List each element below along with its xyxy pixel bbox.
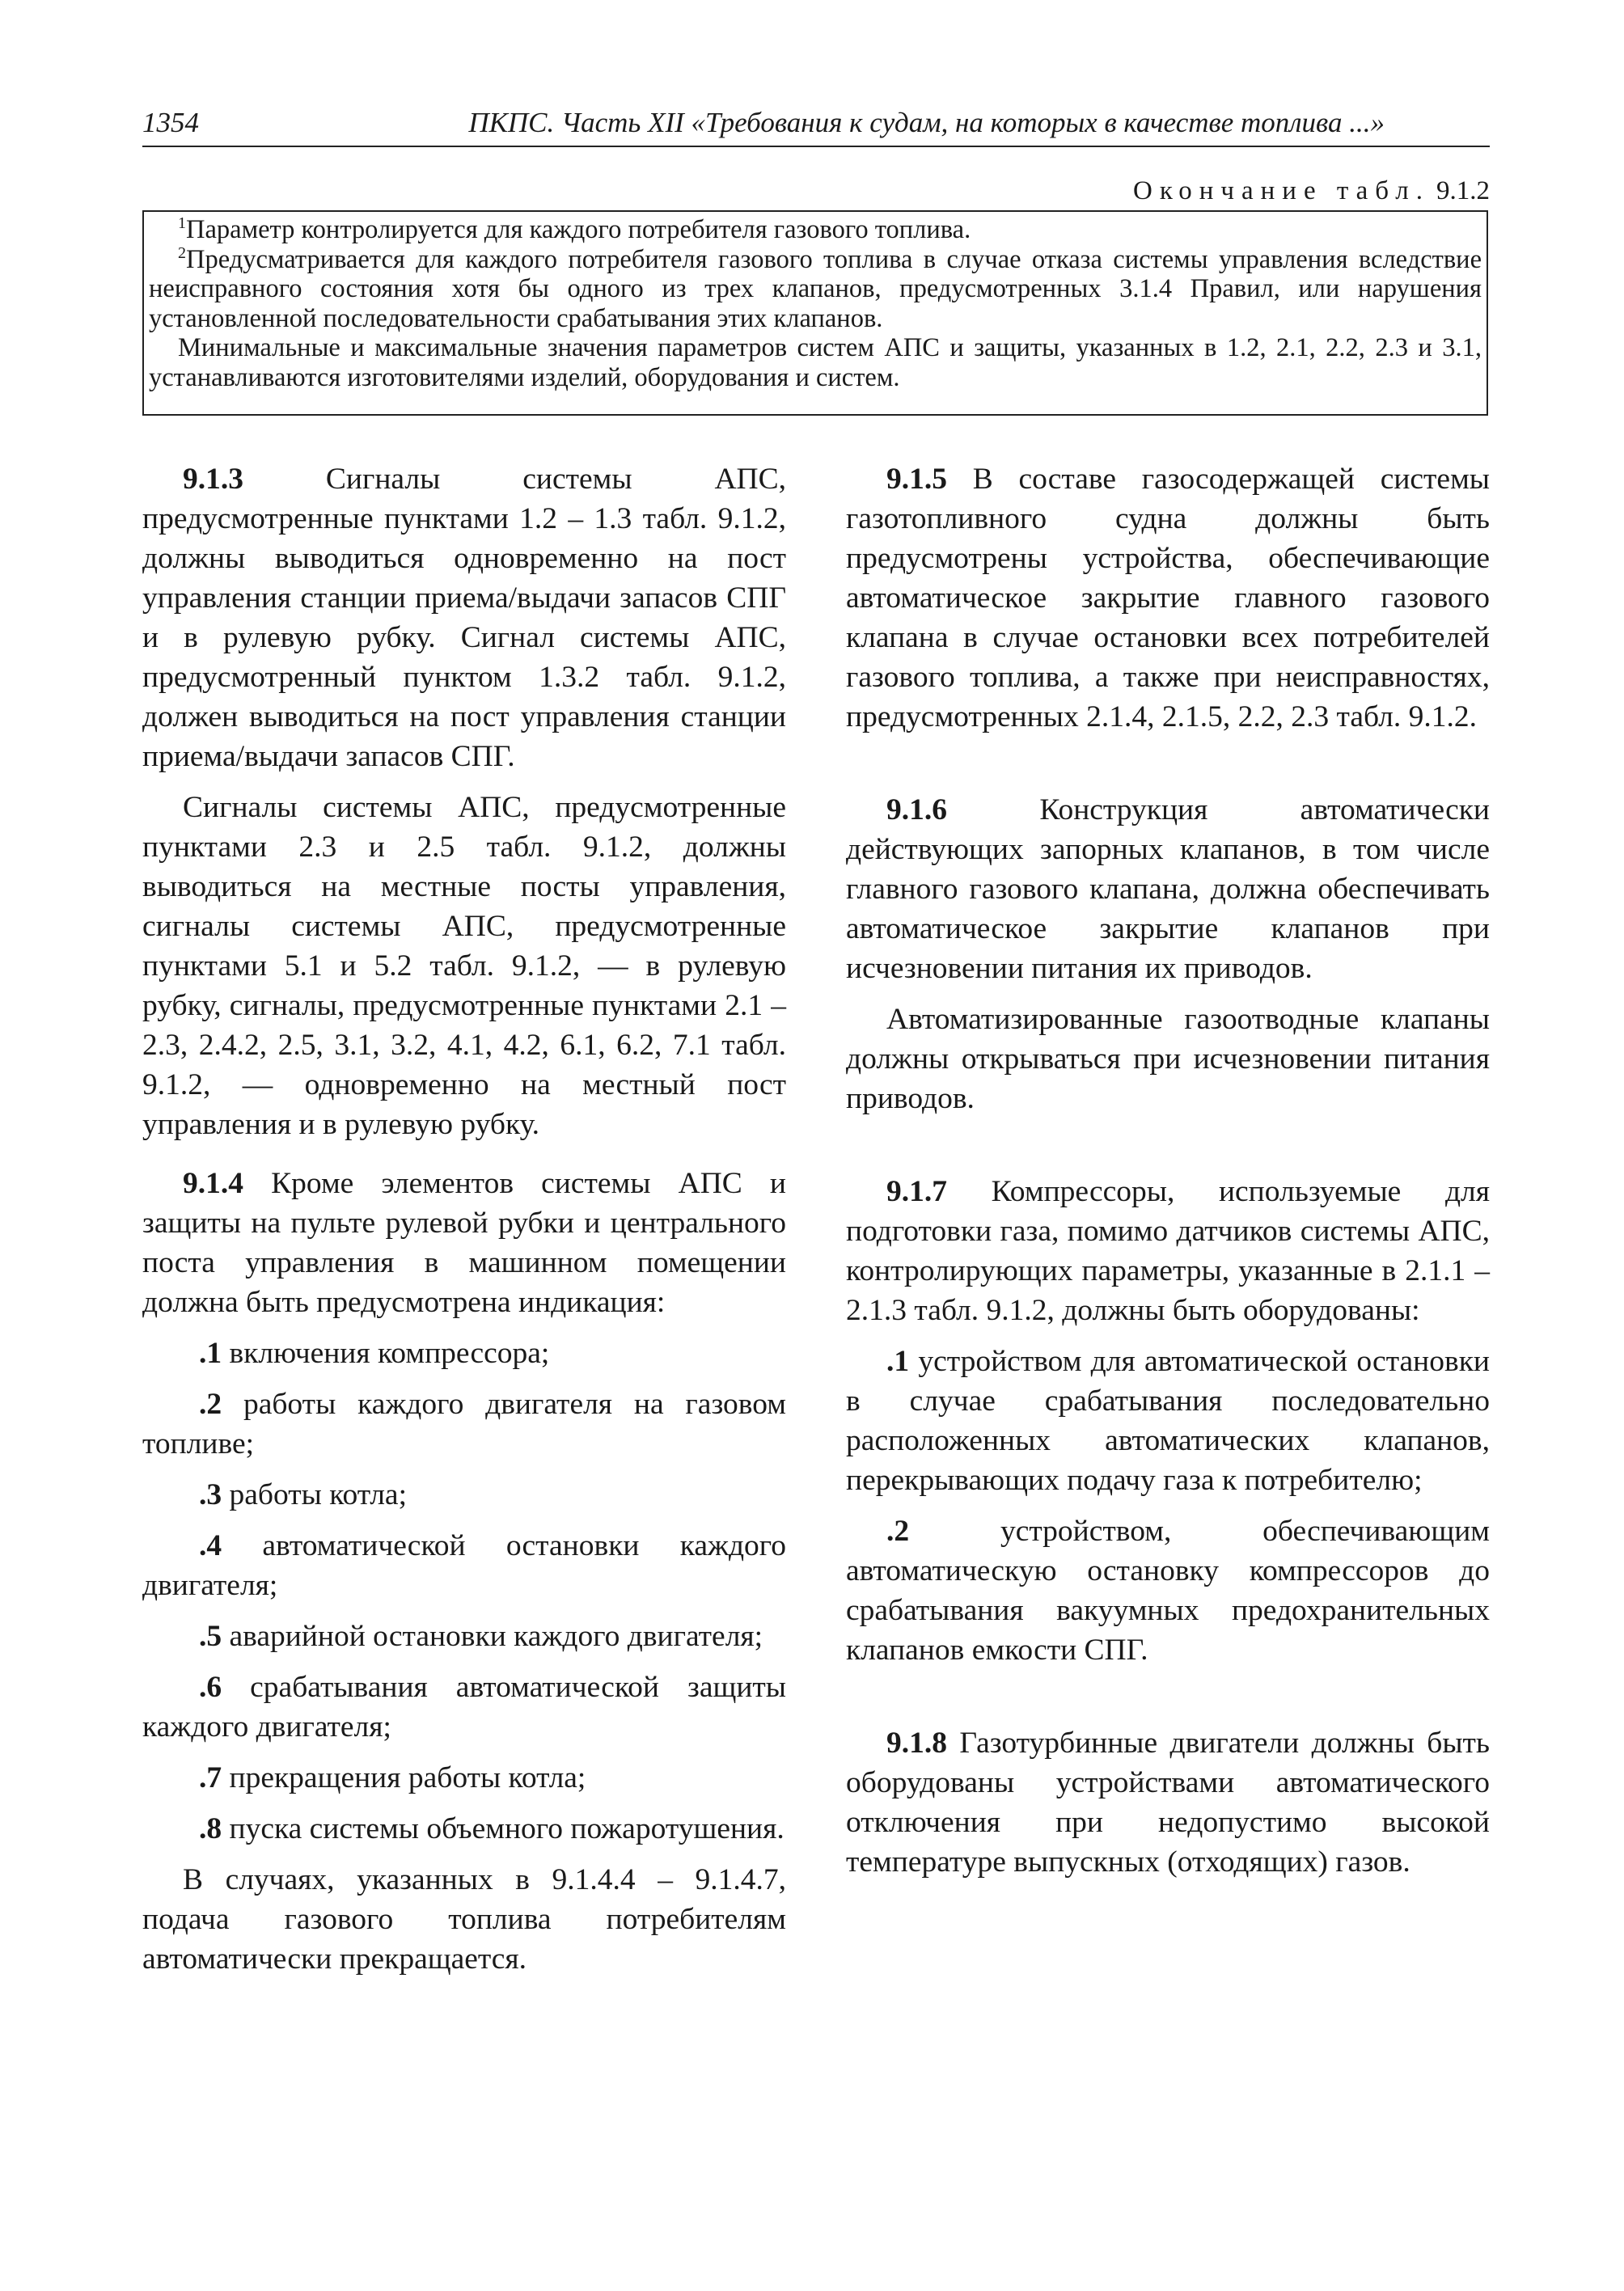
section-text: Кроме элементов системы АПС и защиты на пульте рулевой рубки и центрального поста управления в машинном помещении должна быть предусмотрена индикация:: [142, 1167, 786, 1319]
section-9-1-5: [846, 459, 1490, 737]
list-item-number: .6: [199, 1671, 222, 1704]
list-item-text: работы каждого двигателя на газовом топливе;: [142, 1388, 786, 1460]
list-item-text: устройством для автоматической остановки в случае срабатывания последовательно расположенных автоматических клапанов, перекрывающих подачу газа к потребителю;: [846, 1345, 1490, 1497]
section-text: Газотурбинные двигатели должны быть оборудованы устройствами автоматического отключения при недопустимо высокой температуре выпускных (отходящих) газов.: [846, 1727, 1491, 1879]
table-continuation-label: Окончание табл.: [1133, 176, 1430, 205]
list-item-text: пуска системы объемного пожаротушения.: [229, 1812, 785, 1845]
footnote-1: [149, 215, 1482, 245]
list-item-number: .2: [886, 1515, 910, 1548]
table-continuation-caption: [1133, 175, 1490, 207]
section-text: Компрессоры, используемые для подготовки газа, помимо датчиков системы АПС, контролирующих параметры, указанные в 2.1.1 – 2.1.3 табл. 9.1.2, должны быть оборудованы:: [846, 1175, 1491, 1327]
section-text: В составе газосодержащей системы газотопливного судна должны быть предусмотрены устройства, обеспечивающие автоматическое закрытие главного газового клапана в случае остановки всех потребителей газового топлива, а также при неисправностях, предусмотренных 2.1.4, 2.1.5, 2.2, 2.3 табл. 9.1.2.: [846, 463, 1491, 733]
section-text: Конструкция автоматически действующих запорных клапанов, в том числе главного газового клапана, должна обеспечивать автоматическое закрытие клапанов при исчезновении питания их приводов.: [846, 793, 1490, 985]
list-item-text: автоматической остановки каждого двигателя;: [142, 1529, 786, 1602]
section-number: 9.1.4: [183, 1167, 243, 1200]
left-column: [142, 459, 786, 1979]
section-9-1-6: [846, 790, 1490, 988]
running-header: [142, 104, 1490, 147]
footnote-3: Минимальные и максимальные значения параметров систем АПС и защиты, указанных в 1.2, 2.1, 2.2, 2.3 и 3.1, устанавливаются изготовителями изделий, оборудования и систем.: [149, 333, 1482, 392]
list-item: [142, 1384, 786, 1464]
list-item-number: .2: [199, 1388, 222, 1421]
list-item-number: .4: [199, 1529, 222, 1562]
list-item-text: прекращения работы котла;: [229, 1761, 586, 1794]
list-item: [142, 1334, 786, 1373]
list-item-text: устройством, обеспечивающим автоматическую остановку компрессоров до срабатывания вакуумных предохранительных клапанов емкости СПГ.: [846, 1515, 1490, 1667]
list-item: [142, 1475, 786, 1515]
list-item: [846, 1511, 1490, 1670]
section-9-1-7: [846, 1172, 1490, 1330]
list-item-text: работы котла;: [229, 1478, 407, 1511]
list-item-number: .7: [199, 1761, 222, 1794]
section-number: 9.1.7: [886, 1175, 947, 1208]
list-item-text: аварийной остановки каждого двигателя;: [229, 1620, 763, 1653]
list-item-number: .8: [199, 1812, 222, 1845]
footnote-2-mark: 2: [178, 243, 186, 262]
list-item-text: срабатывания автоматической защиты каждого двигателя;: [142, 1671, 786, 1744]
list-item: [142, 1526, 786, 1605]
list-item: [846, 1342, 1490, 1500]
list-item-number: .1: [886, 1345, 910, 1378]
list-item-number: .3: [199, 1478, 222, 1511]
section-number: 9.1.8: [886, 1727, 947, 1760]
footnote-2: [149, 245, 1482, 334]
section-text: Сигналы системы АПС, предусмотренные пунктами 1.2 – 1.3 табл. 9.1.2, должны выводиться одновременно на пост управления станции приема/выдачи запасов СПГ и в рулевую рубку. Сигнал системы АПС, предусмотренный пунктом 1.3.2 табл. 9.1.2, должен выводиться на пост управления станции приема/выдачи запасов СПГ.: [142, 463, 786, 773]
footnote-1-mark: 1: [178, 214, 186, 232]
table-footnotes-box: [142, 210, 1488, 416]
right-column: [846, 459, 1490, 1882]
section-9-1-4-closing: В случаях, указанных в 9.1.4.4 – 9.1.4.7, подача газового топлива потребителям автоматически прекращается.: [142, 1863, 786, 1976]
section-9-1-3-paragraph-2: Сигналы системы АПС, предусмотренные пунктами 2.3 и 2.5 табл. 9.1.2, должны выводиться на местные посты управления, сигналы системы АПС, предусмотренные пунктами 5.1 и 5.2 табл. 9.1.2, — в рулевую рубку, сигналы, предусмотренные пунктами 2.1 – 2.3, 2.4.2, 2.5, 3.1, 3.2, 4.1, 4.2, 6.1, 6.2, 7.1 табл. 9.1.2, — одновременно на местный пост управления и в рулевую рубку.: [142, 791, 786, 1141]
section-9-1-8: [846, 1723, 1490, 1882]
list-item-number: .1: [199, 1337, 222, 1370]
section-number: 9.1.5: [886, 463, 947, 496]
list-item: [142, 1617, 786, 1656]
list-item: [142, 1809, 786, 1849]
list-item: [142, 1758, 786, 1798]
list-item-text: включения компрессора;: [229, 1337, 550, 1370]
section-9-1-4: [142, 1164, 786, 1322]
table-number: 9.1.2: [1436, 176, 1490, 205]
section-9-1-3: [142, 459, 786, 776]
footnote-2-text: Предусматривается для каждого потребителя газового топлива в случае отказа системы управления вследствие неисправного состояния хотя бы одного из трех клапанов, предусмотренных 3.1.4 Правил, или нарушения установленной последовательности срабатывания этих клапанов.: [149, 244, 1482, 333]
footnote-1-text: Параметр контролируется для каждого потребителя газового топлива.: [186, 215, 971, 244]
list-item: [142, 1668, 786, 1747]
section-number: 9.1.6: [886, 793, 947, 826]
running-title: ПКПС. Часть XII «Требования к судам, на которых в качестве топлива ...»: [468, 107, 1385, 138]
section-9-1-6-paragraph-2: Автоматизированные газоотводные клапаны должны открываться при исчезновении питания приводов.: [846, 1003, 1490, 1115]
section-number: 9.1.3: [183, 463, 243, 496]
page-number: 1354: [142, 107, 199, 138]
list-item-number: .5: [199, 1620, 222, 1653]
